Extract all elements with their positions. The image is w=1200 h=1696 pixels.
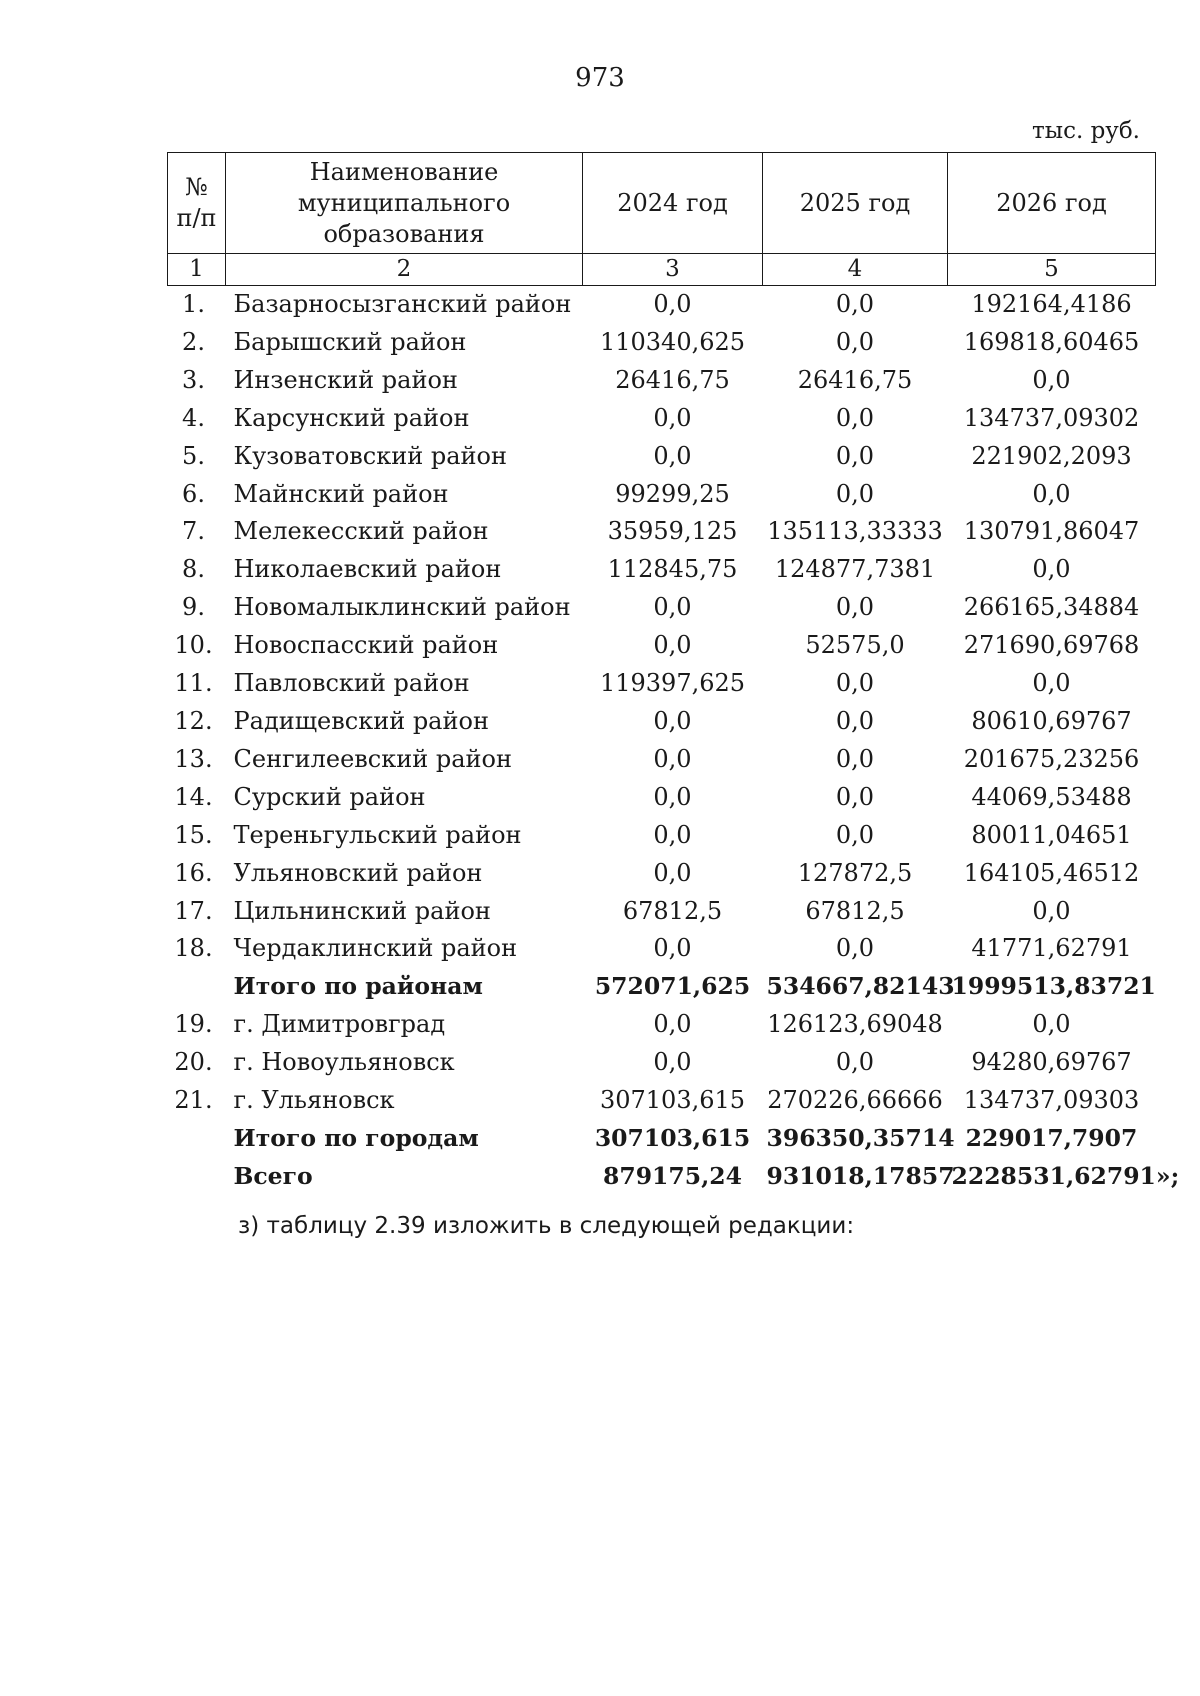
value-2024: 0,0 xyxy=(653,290,692,318)
row-number xyxy=(168,1120,226,1158)
municipality-name: Сурский район xyxy=(233,782,426,811)
table-row xyxy=(168,930,1156,968)
municipality-name: Николаевский район xyxy=(233,555,502,584)
row-number: 1. xyxy=(182,290,205,318)
municipality-name: Карсунский район xyxy=(233,403,470,432)
municipality-name: г. Ульяновск xyxy=(233,1086,395,1115)
table-subtotal-row xyxy=(168,968,1156,1006)
value-2025: 127872,5 xyxy=(797,858,913,887)
municipality-name: Ульяновский район xyxy=(233,858,483,887)
row-number: 7. xyxy=(182,517,205,546)
row-number: 21. xyxy=(174,1086,213,1115)
table-row xyxy=(168,703,1156,741)
table-row xyxy=(168,513,1156,551)
table-row xyxy=(168,324,1156,362)
table-row xyxy=(168,779,1156,817)
table-row xyxy=(168,665,1156,703)
row-number xyxy=(168,1158,226,1196)
municipality-name: Павловский район xyxy=(233,669,470,698)
municipality-name: Мелекесский район xyxy=(233,517,489,546)
municipality-name: Чердаклинский район xyxy=(233,934,518,963)
value-2025: 270226,66666 xyxy=(767,1086,943,1115)
value-2026: 130791,86047 xyxy=(963,517,1140,546)
municipality-name: Базарносызганский район xyxy=(233,290,572,318)
unit-label: тыс. руб. xyxy=(1032,118,1140,144)
value-2026: 44069,53488 xyxy=(971,782,1132,811)
table-header-row xyxy=(168,153,1156,254)
value-2025: 0,0 xyxy=(835,1048,875,1077)
value-2024: 0,0 xyxy=(653,858,692,887)
value-2026: 169818,60465 xyxy=(963,327,1140,356)
municipality-name: Инзенский район xyxy=(233,365,458,394)
value-2025: 67812,5 xyxy=(805,896,905,925)
municipality-name: г. Новоульяновск xyxy=(233,1048,455,1077)
value-2026: 221902,2093 xyxy=(971,441,1132,470)
value-2026: 0,0 xyxy=(1032,896,1071,925)
value-2026: 0,0 xyxy=(1032,1010,1071,1039)
table-row xyxy=(168,627,1156,665)
table-subtotal-row xyxy=(168,1158,1156,1196)
header-2024: 2024 год xyxy=(583,153,763,254)
value-2024: 35959,125 xyxy=(607,517,738,546)
value-2024: 0,0 xyxy=(653,782,692,811)
value-2026: 80610,69767 xyxy=(971,706,1132,735)
value-2024: 0,0 xyxy=(653,744,692,773)
value-2026: 201675,23256 xyxy=(963,744,1140,773)
municipality-name: Новоспасский район xyxy=(233,631,499,660)
row-number: 2. xyxy=(182,327,205,356)
row-number: 14. xyxy=(174,782,213,811)
value-2026: 134737,09303 xyxy=(963,1086,1140,1115)
value-2025: 135113,33333 xyxy=(767,517,943,546)
value-2025: 0,0 xyxy=(835,441,875,470)
table-row xyxy=(168,476,1156,514)
value-2024: 0,0 xyxy=(653,706,692,735)
row-number: 17. xyxy=(174,896,213,925)
value-2024: 67812,5 xyxy=(622,896,723,925)
row-number: 6. xyxy=(182,479,205,508)
municipality-name: Итого по городам xyxy=(233,1123,479,1152)
value-2024: 0,0 xyxy=(653,1010,692,1039)
header-number: № п/п xyxy=(168,153,226,254)
value-2025: 0,0 xyxy=(835,403,875,432)
value-2026: 266165,34884 xyxy=(963,593,1140,622)
header-2026: 2026 год xyxy=(948,153,1156,254)
table-row xyxy=(168,1044,1156,1082)
municipality-name: Тереньгульский район xyxy=(233,820,522,849)
table-row xyxy=(168,741,1156,779)
value-2026: 94280,69767 xyxy=(971,1048,1132,1077)
municipality-name: Новомалыклинский район xyxy=(233,593,571,622)
value-2026: 1999513,83721 xyxy=(951,972,1156,1001)
table-row xyxy=(168,893,1156,931)
value-2024: 0,0 xyxy=(653,593,692,622)
row-number: 9. xyxy=(182,593,205,622)
column-index: 2 xyxy=(226,254,583,286)
value-2024: 26416,75 xyxy=(615,365,730,394)
value-2024: 0,0 xyxy=(653,934,692,963)
value-2024: 879175,24 xyxy=(603,1161,742,1190)
value-2026: 41771,62791 xyxy=(971,934,1132,963)
value-2025: 0,0 xyxy=(835,706,875,735)
budget-table xyxy=(167,152,1180,1196)
value-2026: 0,0 xyxy=(1032,365,1071,394)
value-2026: 192164,4186 xyxy=(971,290,1132,318)
municipality-name: Итого по районам xyxy=(233,972,483,1001)
value-2025: 0,0 xyxy=(835,934,875,963)
header-2025: 2025 год xyxy=(763,153,948,254)
column-index: 4 xyxy=(763,254,948,286)
municipality-name: Майнский район xyxy=(233,479,449,508)
table-subtotal-row xyxy=(168,1120,1156,1158)
table-row xyxy=(168,1006,1156,1044)
table-row xyxy=(168,362,1156,400)
row-number: 10. xyxy=(174,631,213,660)
value-2025: 0,0 xyxy=(835,327,875,356)
value-2024: 0,0 xyxy=(653,441,692,470)
row-number: 11. xyxy=(174,669,213,698)
value-2024: 119397,625 xyxy=(599,669,746,698)
row-number: 5. xyxy=(182,441,205,470)
table-row xyxy=(168,817,1156,855)
municipality-name: Цильнинский район xyxy=(233,896,491,925)
value-2025: 124877,7381 xyxy=(774,555,936,584)
municipality-name: Сенгилеевский район xyxy=(233,744,512,773)
row-number: 13. xyxy=(174,744,213,773)
value-2025: 0,0 xyxy=(835,669,875,698)
row-number: 18. xyxy=(174,934,213,963)
value-2025: 0,0 xyxy=(835,479,875,508)
value-2026: 80011,04651 xyxy=(971,820,1132,849)
value-2024: 0,0 xyxy=(653,403,692,432)
value-2025: 0,0 xyxy=(835,782,875,811)
value-2025: 396350,35714 xyxy=(766,1123,955,1152)
table-row xyxy=(168,551,1156,589)
value-2026: 164105,46512 xyxy=(963,858,1140,887)
header-municipality: Наименование муниципального образования xyxy=(226,153,583,254)
value-2025: 931018,17857 xyxy=(766,1161,955,1190)
value-2025: 0,0 xyxy=(835,820,875,849)
value-2024: 112845,75 xyxy=(607,555,738,584)
value-2024: 0,0 xyxy=(653,631,692,660)
municipality-name: г. Димитровград xyxy=(233,1010,446,1039)
value-2026: 0,0 xyxy=(1032,555,1071,584)
column-index: 1 xyxy=(168,254,226,286)
value-2024: 0,0 xyxy=(653,820,692,849)
row-number: 16. xyxy=(174,858,213,887)
row-number: 3. xyxy=(182,365,205,394)
column-index: 3 xyxy=(583,254,763,286)
table-body xyxy=(168,286,1180,1196)
row-number xyxy=(168,968,226,1006)
table-row xyxy=(168,438,1156,476)
value-2026: 0,0 xyxy=(1032,669,1071,698)
table-row xyxy=(168,286,1156,324)
value-2025: 52575,0 xyxy=(805,631,905,660)
value-2026: 271690,69768 xyxy=(963,631,1140,660)
row-number: 15. xyxy=(174,820,213,849)
table-index-row xyxy=(168,254,1156,286)
value-2024: 307103,615 xyxy=(599,1086,746,1115)
row-number: 4. xyxy=(182,403,205,432)
table-row xyxy=(168,400,1156,438)
row-number: 8. xyxy=(182,555,205,584)
column-index: 5 xyxy=(948,254,1156,286)
value-2026: 229017,7907 xyxy=(965,1123,1138,1152)
value-2025: 0,0 xyxy=(835,744,875,773)
value-2025: 534667,82143 xyxy=(766,972,955,1001)
value-2025: 0,0 xyxy=(835,290,875,318)
table-row xyxy=(168,855,1156,893)
value-2026: 0,0 xyxy=(1032,479,1071,508)
page-number: 973 xyxy=(575,63,625,93)
table-row xyxy=(168,1082,1156,1120)
footer-note: з) таблицу 2.39 изложить в следующей редакции: xyxy=(238,1213,855,1239)
value-2025: 26416,75 xyxy=(797,365,913,394)
municipality-name: Барышский район xyxy=(233,327,467,356)
value-2024: 110340,625 xyxy=(599,327,746,356)
row-number: 20. xyxy=(174,1048,213,1077)
table-row xyxy=(168,589,1156,627)
value-2026: 134737,09302 xyxy=(963,403,1140,432)
value-2025: 126123,69048 xyxy=(767,1010,943,1039)
value-2026: 2228531,62791»; xyxy=(951,1161,1180,1190)
value-2024: 99299,25 xyxy=(615,479,730,508)
value-2025: 0,0 xyxy=(835,593,875,622)
row-number: 12. xyxy=(174,706,213,735)
value-2024: 0,0 xyxy=(653,1048,692,1077)
value-2024: 572071,625 xyxy=(594,972,751,1001)
municipality-name: Всего xyxy=(233,1161,313,1190)
row-number: 19. xyxy=(174,1010,213,1039)
municipality-name: Кузоватовский район xyxy=(233,441,507,470)
municipality-name: Радищевский район xyxy=(233,706,489,735)
value-2024: 307103,615 xyxy=(594,1123,751,1152)
